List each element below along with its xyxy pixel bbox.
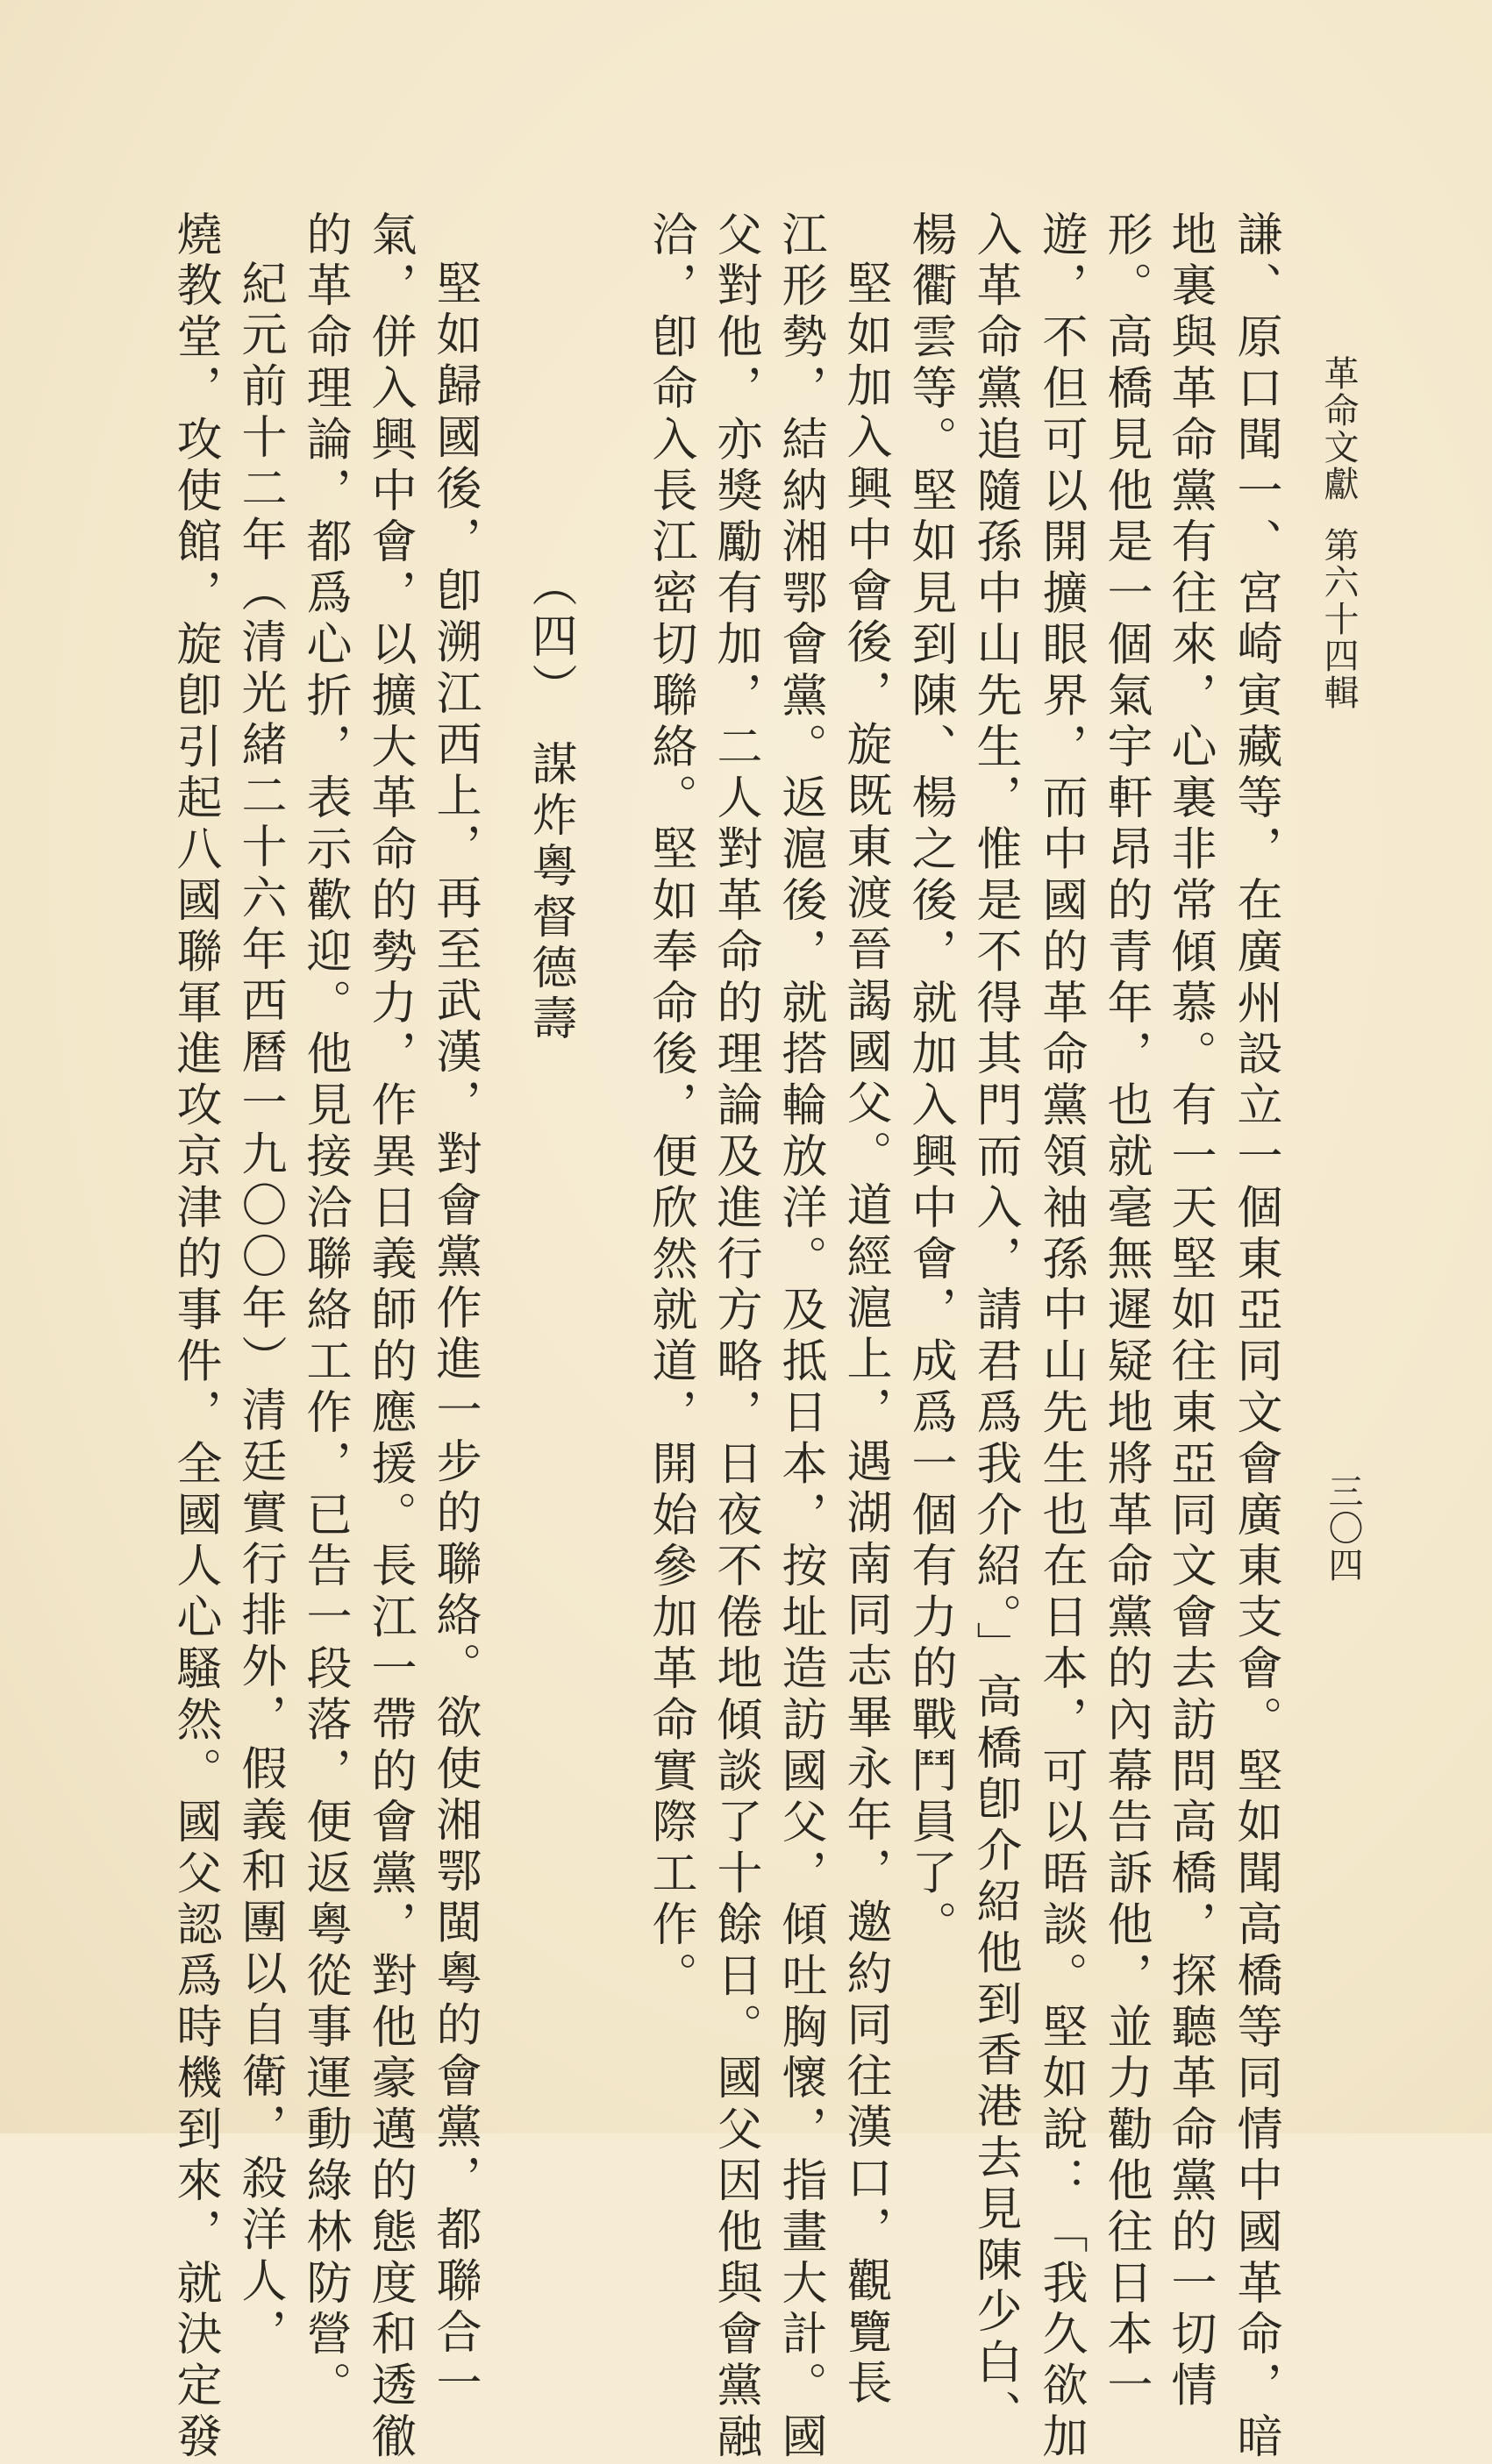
text-column: 遊，不但可以開擴眼界，而中國的革命黨領袖孫中山先生也在日本，可以晤談。堅如說：「我久欲加 — [1034, 210, 1087, 2464]
section-heading — [518, 561, 583, 1045]
book-title: 革命文獻 — [1318, 355, 1359, 502]
page-number: 三〇四 — [1323, 1473, 1363, 1584]
text-column: 的革命理論，都爲心折，表示歡迎。他見接洽聯絡工作，已告一段落，便返粵從事運動綠林防營。 — [298, 210, 351, 2413]
text-column: 地裏與革命黨有往來，心裏非常傾慕。有一天堅如往東亞同文會去訪問高橋，探聽革命黨的一切情 — [1163, 210, 1216, 2413]
text-column: 入革命黨追隨孫中山先生，惟是不得其門而入，請君爲我介紹。」高橋卽介紹他到香港去見陳少白、 — [968, 210, 1021, 2441]
text-column: 父對他，亦獎勵有加，二人對革命的理論及進行方略，日夜不倦地傾談了十餘日。國父因他與會黨融 — [709, 210, 761, 2464]
text-column: 堅如歸國後，卽溯江西上，再至武漢，對會黨作進一步的聯絡。欲使湘鄂閩粵的會黨，都聯合一 — [428, 260, 481, 2411]
text-column: 楊衢雲等。堅如見到陳、楊之後，就加入興中會，成爲一個有力的戰鬥員了。 — [903, 210, 956, 1952]
text-column: 謙、原口聞一、宮崎寅藏等，在廣州設立一個東亞同文會廣東支會。堅如聞高橋等同情中國革命，暗 — [1229, 210, 1281, 2464]
section-number: （四） — [524, 561, 576, 714]
text-column: 紀元前十二年（清光緒二十六年西曆一九〇〇年）清廷實行排外，假義和團以自衛，殺洋人， — [233, 260, 286, 2360]
text-column: 堅如加入興中會後，旋既東渡晉謁國父。道經滬上，遇湖南同志畢永年，邀約同往漢口，觀覽長 — [839, 260, 891, 2411]
text-column: 形。高橋見他是一個氣宇軒昂的青年，也就毫無遲疑地將革命黨的內幕告訴他，並力勸他往日本一 — [1099, 210, 1152, 2413]
text-column: 燒教堂，攻使館，旋卽引起八國聯軍進攻京津的事件，全國人心騷然。國父認爲時機到來，就決定發 — [168, 210, 221, 2464]
section-title: 謀炸粵督德壽 — [524, 740, 576, 1045]
volume-label: 第六十四輯 — [1318, 527, 1359, 711]
text-column: 洽，卽命入長江密切聯絡。堅如奉命後，便欣然就道，開始參加革命實際工作。 — [644, 210, 696, 2003]
text-column: 氣，併入興中會，以擴大革命的勢力，作異日義師的應援。長江一帶的會黨，對他豪邁的態度和透徹 — [363, 210, 416, 2464]
running-header — [1314, 355, 1364, 711]
text-column: 江形勢，結納湘鄂會黨。返滬後，就搭輪放洋。及抵日本，按址造訪國父，傾吐胸懷，指畫大計。國 — [774, 210, 826, 2464]
